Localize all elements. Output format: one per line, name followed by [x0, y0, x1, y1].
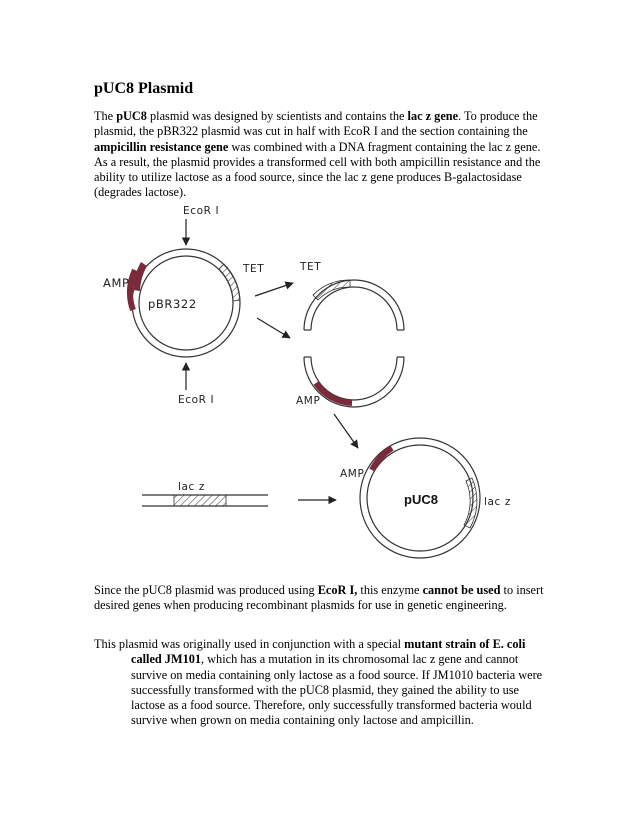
tet-fragment-label: TET — [300, 261, 322, 273]
para1-run-5: ampicillin resistance gene — [94, 139, 229, 154]
para1-run-6: was combined with a DNA fragment containing the lac z gene. As a result, the plasmid provides a transformed cell with both ampicillin resistance and the ability to utilize lactose as a food source, since the lac z gene produces B-galactosidase (degrades lactose). — [94, 139, 541, 200]
jm101-rest: , which has a mutation in its chromosomal lac z gene and cannot survive on media containing only lactose as a food source. If JM1010 bacteria were successfully transformed with the pUC8 plasmid, they gained the ability to use lactose as a food source. Therefore, only successfully transformed bacteria would survive when grown on media containing only lactose and ampicillin. — [131, 652, 543, 728]
tet-region — [219, 264, 240, 301]
para1-run-0: The — [94, 109, 117, 123]
lacz-fragment — [142, 495, 268, 506]
para1-run-4: . To produce the plasmid, the pBR322 plasmid was cut in half with EcoR I and the section containing the — [94, 109, 538, 139]
arrow-to-puc8 — [334, 414, 358, 448]
para2-run-3: cannot be used — [422, 583, 501, 597]
para2-run-4: to insert desired genes when producing recombinant plasmids for use in genetic engineering. — [94, 583, 544, 613]
jm101-bold-1: mutant strain of E. coli — [404, 637, 526, 651]
page-title: pUC8 Plasmid — [94, 80, 194, 97]
plasmid-diagram — [0, 190, 638, 580]
para2-run-2: this enzyme — [357, 583, 423, 597]
para1-run-3: lac z gene — [407, 109, 459, 123]
jm101-paragraph — [94, 637, 546, 729]
pbr322-label: pBR322 — [148, 297, 197, 311]
tet-label: TET — [243, 263, 265, 275]
arrow-to-amp-fragment — [257, 318, 290, 338]
amp-puc8-label: AMP — [340, 468, 365, 480]
para2-run-1: EcoR I, — [317, 583, 358, 597]
ecori-top-label: EcoR I — [183, 205, 220, 217]
ecori-bottom-label: EcoR I — [178, 394, 215, 406]
jm101-bold-2: called JM101 — [131, 652, 202, 667]
arrow-to-tet-fragment — [255, 283, 293, 296]
lacz-fragment-label: lac z — [178, 481, 205, 493]
ecori-paragraph — [94, 583, 546, 614]
para1-run-2: plasmid was designed by scientists and contains the — [146, 109, 408, 123]
lacz-right-label: lac z — [484, 496, 511, 508]
jm101-lead: This plasmid was originally used in conjunction with a special — [94, 637, 405, 651]
tet-fragment — [304, 280, 404, 330]
puc8-label: pUC8 — [404, 492, 438, 507]
para1-run-1: pUC8 — [116, 109, 147, 123]
amp-label: AMP — [103, 276, 130, 290]
intro-paragraph — [94, 109, 546, 201]
amp-fragment-label: AMP — [296, 395, 321, 407]
para2-run-0: Since the pUC8 plasmid was produced using — [94, 583, 318, 597]
